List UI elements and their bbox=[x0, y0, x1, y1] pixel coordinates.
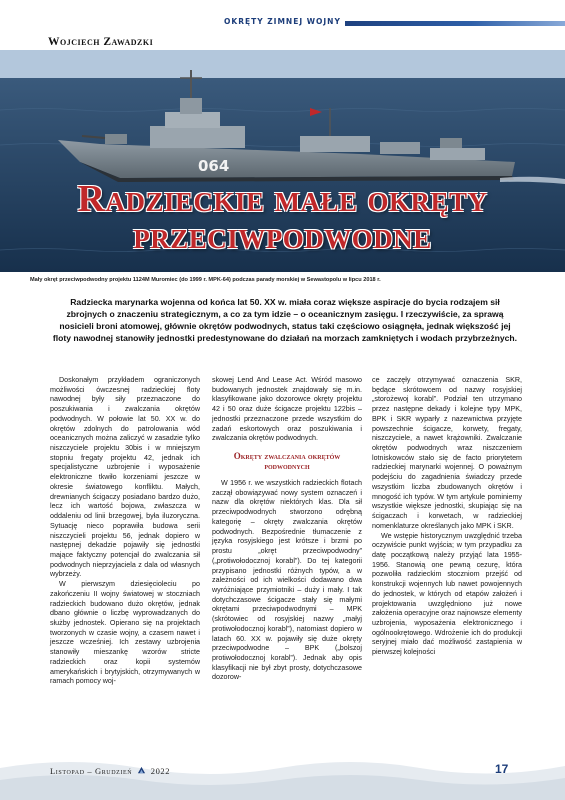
page-number: 17 bbox=[495, 762, 509, 776]
issue-months: Listopad – Grudzień bbox=[50, 766, 133, 776]
paragraph: We wstępie historycznym uwzględnić trzeba oczywiście punkt wyjścia; w tym przypadku za datę początkową należy przyjąć lata 1955-1956. Stanowią one pewną cezurę, która pozwoliła radzieckim stoczniom przejść od konstrukcji wojennych lub nawet powojennych do jednostek, w których od etapów założeń i projektowania uwzględniono już nowe założenia operacyjne oraz najnowsze elementy uzbrojenia, wyposażenia elektronicznego i ogólnookrętowego. Wdrożenie ich do produkcji seryjnej miało dać możliwość zastąpienia w pierwszej kolejności bbox=[372, 531, 522, 657]
footer-wave-decoration bbox=[0, 728, 565, 800]
paragraph: W 1956 r. we wszystkich radzieckich flotach zaczął obowiązywać nowy system oznaczeń i nazw dla okrętów niektórych klas. Dla sił przeciwpodwodnych stworzono odrębną kategorię – okręty zwalczania okrętów podwodnych. Bezpośrednie tłumaczenie z języka rosyjskiego jest krótsze i brzmi po prostu „okręt przeciwpodwodny” („protiwołodocznoj korabl”). Do tej kategorii przypisano jednostki różnych typów, a w zależności od ich wielkości dodawano dwa wyróżniające przymiotniki – duży i mały. I tak dotychczasowe ścigacze stały się małymi okrętami przeciwpodwodnymi – MPK (skrótowiec od rosyjskiej nazwy „małyj protiwołodocznoj korabl”), natomiast dopiero w latach 60. XX w. pojawiły się duże okręty przeciwpodwodne – BPK („bolszoj protiwołodocznoj korabl”). Jednak aby opis klasyfikacji nie był zbyt prosty, dotychczasowe dozorow- bbox=[212, 479, 362, 682]
section-label: OKRĘTY ZIMNEJ WOJNY bbox=[224, 17, 345, 26]
headline-line-1: Radzieckie małe okręty bbox=[77, 178, 488, 220]
footer-issue bbox=[50, 766, 170, 776]
subheading: Okręty zwalczania okrętów podwodnych bbox=[233, 451, 341, 472]
paragraph: skowej Lend And Lease Act. Wśród masowo budowanych jednostek znajdowały się m.in. klasyfikowane jako dozorowce okręty projektu 42 i 50 oraz duże ścigacze projektu 122bis – jednostki przeznaczone przede wszystkim do zadań eskortowych oraz poszukiwania i zwalczania okrętów podwodnych. bbox=[212, 376, 362, 443]
issue-year: 2022 bbox=[150, 766, 171, 776]
section-bar bbox=[330, 21, 565, 26]
article-headline bbox=[0, 180, 565, 256]
lead-paragraph: Radziecka marynarka wojenna od końca lat 50. XX w. miała coraz większe aspiracje do bycia rodzajem sił zbrojnych o znaczeniu strategicznym, a co za tym idzie – o oceanicznym zasięgu. I rzeczywiście, za sprawą nosicieli broni atomowej, głównie okrętów podwodnych, status taki częściowo osiągnęła, jednak większość jej floty nawodnej stanowiły jednostki predestynowane do działań na morzach zamkniętych i wodach przybrzeżnych. bbox=[52, 297, 518, 344]
section-tag bbox=[218, 16, 565, 30]
photo-caption: Mały okręt przeciwpodwodny projektu 1124M Muromiec (do 1999 r. MPK-64) podczas parady morskiej w Sewastopolu w lipcu 2018 r. bbox=[30, 277, 381, 283]
hero-photo bbox=[0, 50, 565, 272]
paragraph: ce zaczęły otrzymywać oznaczenia SKR, będące skrótowcem od nazwy rosyjskiej „storożewoj korabl”. Podział ten utrzymano przez następne dekady i kolejne typy MPK, BPK i SKR wyparły z nazewnictwa przyjęte powszechnie ścigacze, korwety, fregaty, niszczyciele, a nawet krążowniki. Zwalczanie okrętów podwodnych wraz niszczeniem lotniskowców stało się de facto priorytetem radzieckiej marynarki wojennej. O poważnym podejściu do zagadnienia świadczy przede wszystkim liczba zbudowanych okrętów i mnogość ich typów. W tym artykule pominiemy wszystkie większe jednostki, skupiając się na ścigaczach i korwetach, w radzieckiej nomenklaturze określanych jako MPK i SKR. bbox=[372, 376, 522, 530]
author-name: Wojciech Zawadzki bbox=[48, 36, 154, 48]
hull-number: 064 bbox=[198, 157, 230, 175]
body-column-3 bbox=[372, 376, 522, 658]
paragraph: Doskonałym przykładem ograniczonych możliwości ówczesnej radzieckiej floty nawodnej były siły przeznaczone do poszukiwania i zwalczania okrętów podwodnych. W połowie lat 50. XX w. do okrętów zdolnych do patrolowania wód oceanicznych można zaliczyć w zasadzie tylko niszczyciele projektu 30bis i w mniejszym stopniu fregaty projektu 42, jednak ich specjalistyczne uzbrojenie i wyposażenie elektroniczne tkwiło korzeniami jeszcze w okresie światowego konfliktu. Małych, drewnianych ścigaczy posiadano bardzo dużo, lecz ich wartość bojowa, zwłaszcza w oddaleniu od linii brzegowej, była iluzoryczna. Sytuację nieco poprawiła budowa serii niszczycieli projektu 56, jednak dopiero w następnej dekadzie pojawiły się jednostki mające faktyczny potencjał do zwalczania sił podwodnych nieprzyjaciela z dala od własnych wybrzeży. bbox=[50, 376, 200, 579]
headline-line-2: przeciwpodwodne bbox=[133, 214, 432, 257]
magazine-logo-icon bbox=[137, 766, 146, 775]
paragraph: W pierwszym dziesięcioleciu po zakończeniu II wojny światowej w stoczniach radzieckich budowano dużo okrętów, jednak dbano głównie o liczbę wyprowadzanych do służby jednostek. Opierano się na projektach tworzonych w czasie wojny, a czasem nawet i jeszcze wcześniej. Ich zestawy uzbrojenia stanowiły mieszankę wzorów stricte radzieckich oraz kopii systemów amerykańskich i brytyjskich, otrzymywanych w ramach pomocy woj- bbox=[50, 580, 200, 686]
body-column-1 bbox=[50, 376, 200, 687]
body-column-2 bbox=[212, 376, 362, 683]
